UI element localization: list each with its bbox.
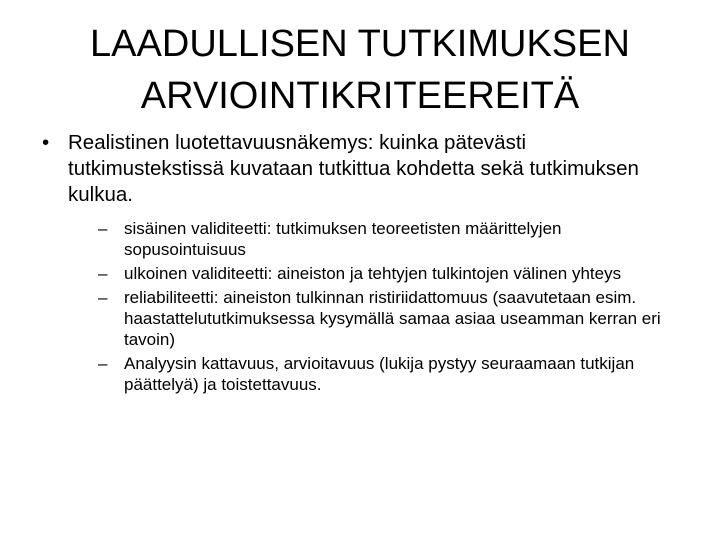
sub-bullet-list xyxy=(36,218,686,395)
sub-bullet-item xyxy=(98,287,686,350)
sub-bullet-item xyxy=(98,218,686,260)
slide-content xyxy=(36,130,686,398)
sub-bullet-item xyxy=(98,263,686,284)
main-bullet-text: Realistinen luotettavuusnäkemys: kuinka pätevästi tutkimustekstissä kuvataan tutkittua kohdetta sekä tutkimuksen kulkua. xyxy=(68,131,639,206)
sub-bullet-text: reliabiliteetti: aineiston tulkinnan ristiriidattomuus (saavutetaan esim. haastattelututkimuksessa kysymällä samaa asiaa useamman kerran eri tavoin) xyxy=(124,288,661,349)
dash-marker: – xyxy=(98,354,108,373)
slide-title-line-1: LAADULLISEN TUTKIMUKSEN xyxy=(90,23,630,65)
bullet-marker: • xyxy=(42,131,50,154)
main-bullet xyxy=(36,130,686,208)
sub-bullet-text: sisäinen validiteetti: tutkimuksen teoreetisten määrittelyjen sopusointuisuus xyxy=(124,219,562,259)
slide-title-line-2: ARVIOINTIKRITEEREITÄ xyxy=(140,75,580,117)
dash-marker: – xyxy=(98,264,108,283)
slide-title xyxy=(60,18,660,122)
sub-bullet-item xyxy=(98,353,686,395)
dash-marker: – xyxy=(98,288,108,307)
dash-marker: – xyxy=(98,219,108,238)
sub-bullet-text: Analyysin kattavuus, arvioitavuus (lukija pystyy seuraamaan tutkijan päättelyä) ja toistettavuus. xyxy=(124,354,635,394)
sub-bullet-text: ulkoinen validiteetti: aineiston ja tehtyjen tulkintojen välinen yhteys xyxy=(124,264,622,283)
